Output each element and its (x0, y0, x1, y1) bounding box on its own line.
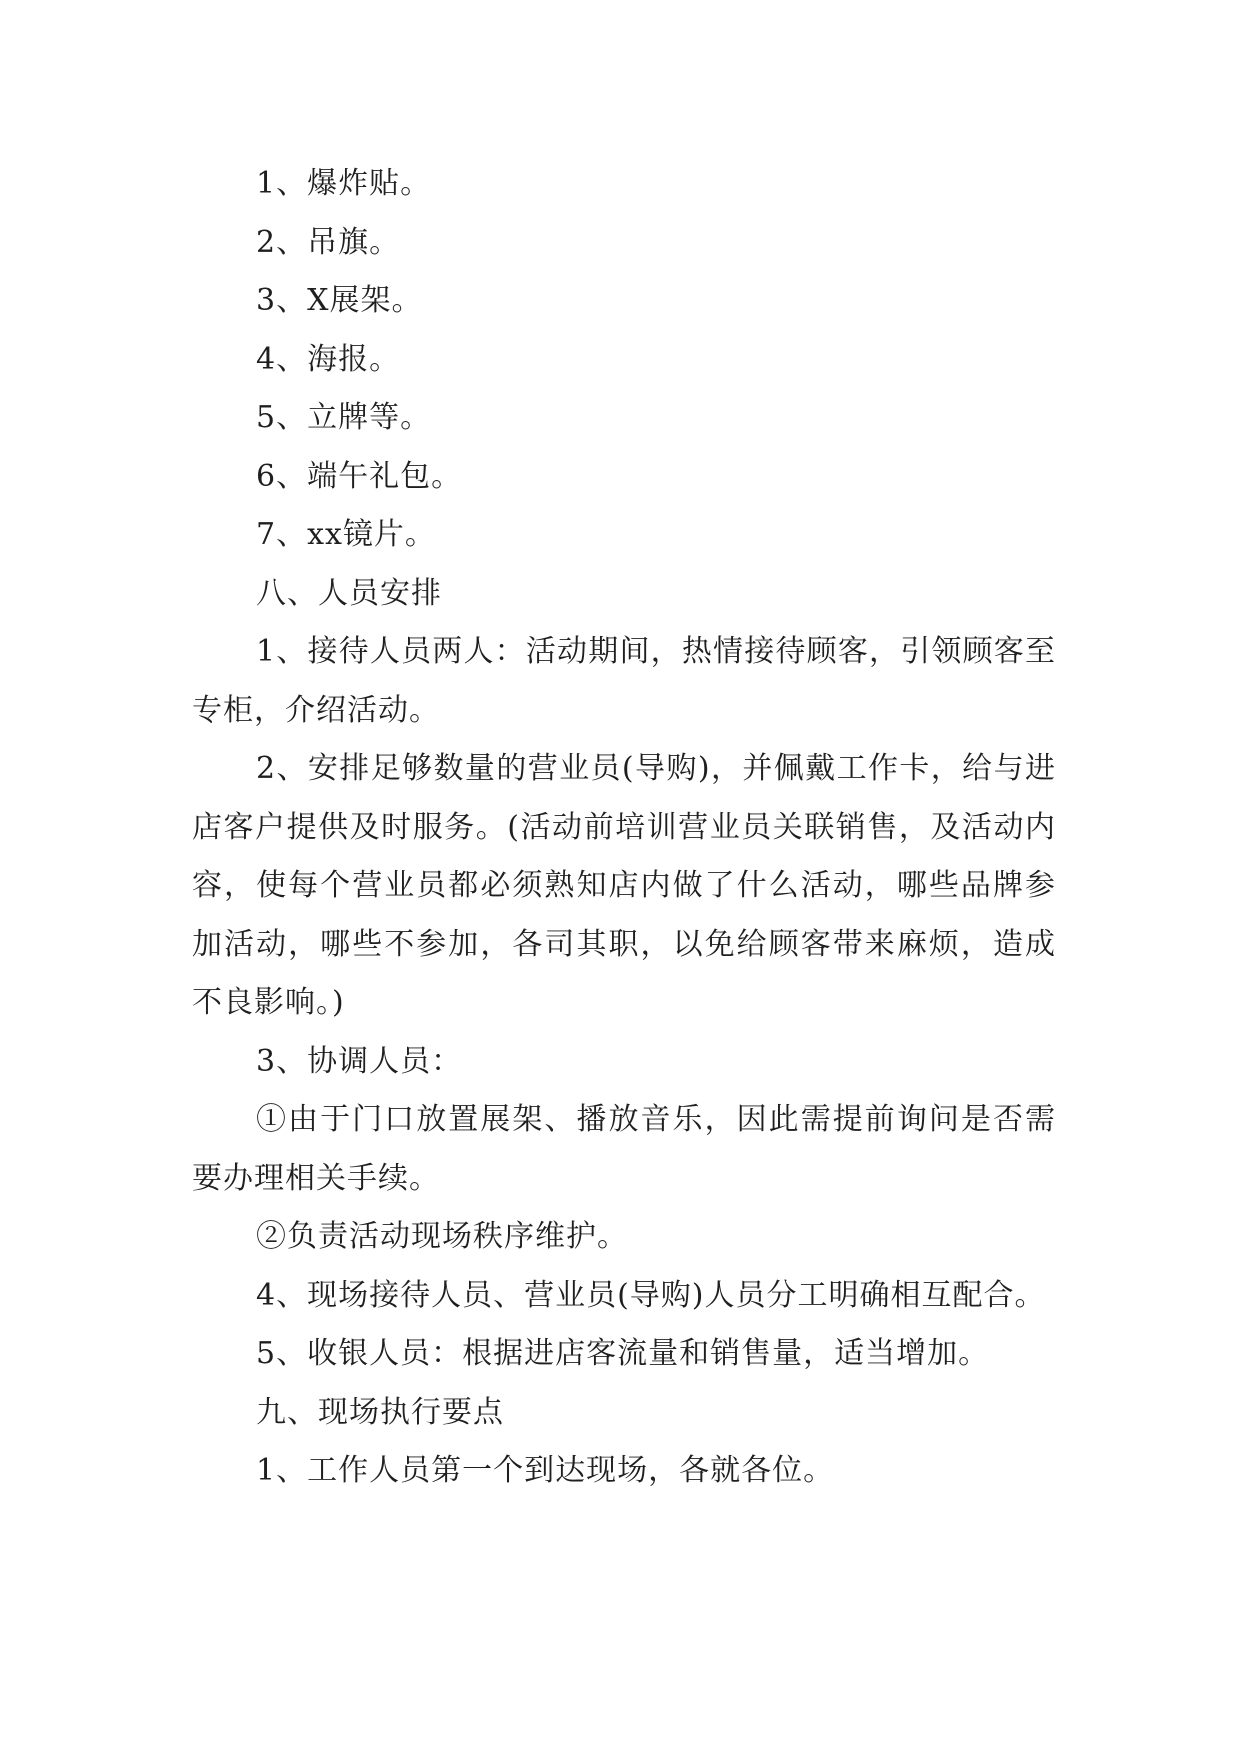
list-item-gift-pack: 6、端午礼包。 (256, 458, 463, 494)
document-body (192, 155, 1056, 1501)
list-item-hanging-flag: 2、吊旗。 (256, 224, 401, 260)
list-item-explosion-sticker: 1、爆炸贴。 (256, 166, 432, 201)
paragraph-arrival: 1、工作人员第一个到达现场，各就各位。 (256, 1453, 835, 1488)
section-heading-staffing: 八、人员安排 (256, 575, 442, 611)
paragraph-coordinators: 3、协调人员： (256, 1043, 463, 1079)
paragraph-reception-staff: 1、接待人员两人：活动期间，热情接待顾客，引领顾客至专柜，介绍活动。 (192, 634, 1056, 728)
paragraph-division-of-labor: 4、现场接待人员、营业员(导购)人员分工明确相互配合。 (256, 1277, 1046, 1313)
list-item-standing-sign: 5、立牌等。 (256, 400, 432, 435)
section-heading-execution: 九、现场执行要点 (256, 1394, 504, 1430)
paragraph-coordinator-duty-2: ②负责活动现场秩序维护。 (256, 1219, 628, 1254)
paragraph-coordinator-duty-1: ①由于门口放置展架、播放音乐，因此需提前询问是否需要办理相关手续。 (192, 1102, 1056, 1196)
list-item-poster: 4、海报。 (256, 341, 401, 377)
paragraph-sales-staff: 2、安排足够数量的营业员(导购)，并佩戴工作卡，给与进店客户提供及时服务。(活动前培训营业员关联销售，及活动内容，使每个营业员都必须熟知店内做了什么活动，哪些品牌参加活动，哪些不参加，各司其职，以免给顾客带来麻烦，造成不良影响。) (192, 751, 1056, 1020)
list-item-lens: 7、xx镜片。 (256, 517, 436, 552)
paragraph-cashiers: 5、收银人员：根据进店客流量和销售量，适当增加。 (256, 1336, 990, 1371)
list-item-x-stand: 3、X展架。 (256, 283, 423, 318)
